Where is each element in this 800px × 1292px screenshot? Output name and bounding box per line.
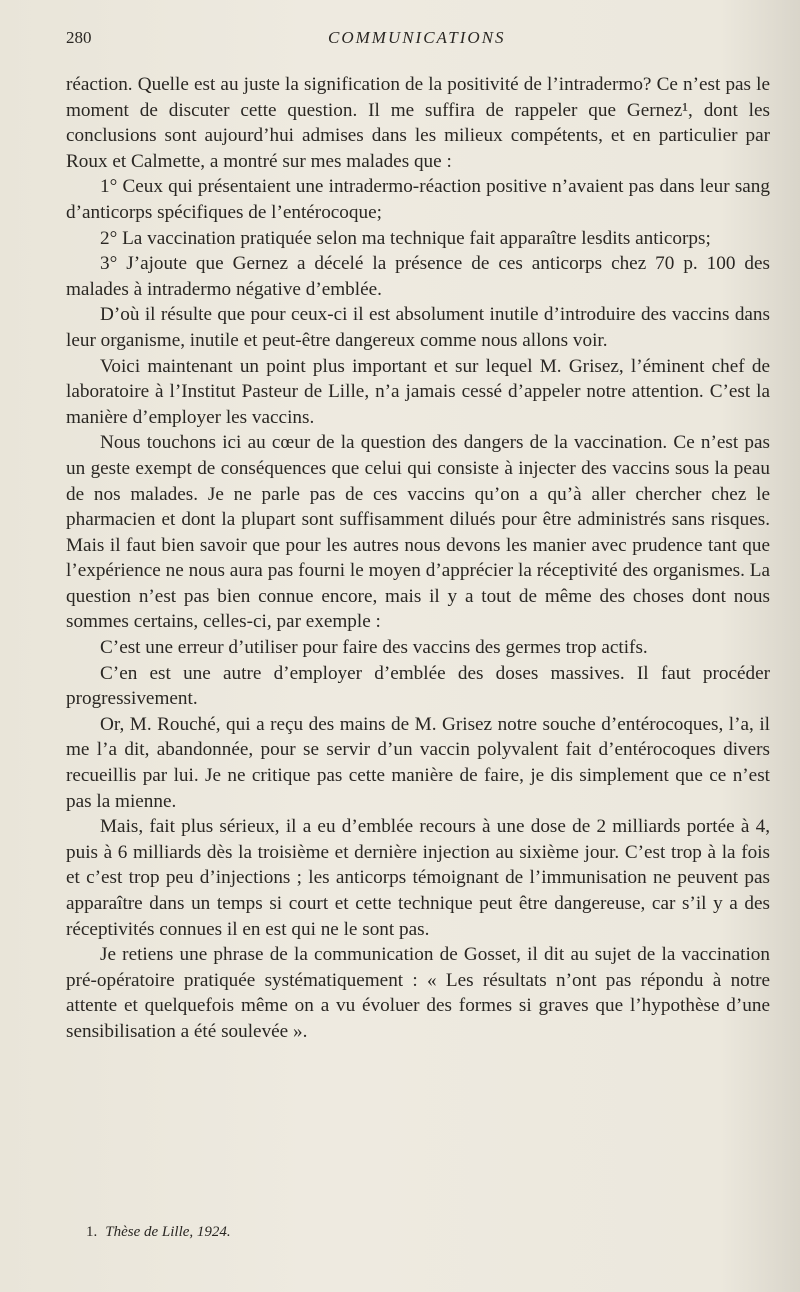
page-number: 280 <box>66 28 92 47</box>
paragraph: C’en est une autre d’employer d’emblée des doses massives. Il faut procéder progressivement. <box>66 662 770 710</box>
paragraph: D’où il résulte que pour ceux-ci il est absolument inutile d’introduire des vaccins dans leur organisme, inutile et peut-être dangereux comme nous allons voir. <box>66 304 770 351</box>
footnote <box>86 1224 686 1241</box>
running-title: COMMUNICATIONS <box>328 28 506 47</box>
paragraph: 1° Ceux qui présentaient une intradermo-réaction positive n’avaient pas dans leur sang d’anticorps spécifiques de l’entérocoque; <box>66 176 770 223</box>
paragraph: Nous touchons ici au cœur de la question des dangers de la vaccination. Ce n’est pas un geste exempt de conséquences que celui qui consiste à injecter des vaccins sous la peau de nos malades. Je ne parle pas de ces vaccins qu’on a qu’à aller chercher chez le pharmacien et dont la plupart sont suffisamment dilués pour être administrés sans risques. Mais il faut bien savoir que pour les autres nous devons les manier avec prudence tant que l’expérience ne nous aura pas fourni le moyen d’apprécier la réceptivité des organismes. La question n’est pas bien connue encore, mais il y a tout de même des choses dont nous sommes certains, celles-ci, par exemple : <box>66 432 770 633</box>
paragraph: C’est une erreur d’utiliser pour faire des vaccins des germes trop actifs. <box>100 637 648 659</box>
footnote-number: 1. <box>86 1224 98 1240</box>
paragraph: Mais, fait plus sérieux, il a eu d’emblée recours à une dose de 2 milliards portée à 4, puis à 6 milliards dès la troisième et dernière injection au sixième jour. C’est trop à la fois et c’est trop peu d’injections ; les anticorps témoignant de l’immunisation ne peuvent pas apparaître dans un temps si court et cette technique peut être dangereuse, car s’il y a des réceptivités connues il en est qui ne le sont pas. <box>66 816 770 940</box>
paragraph: réaction. Quelle est au juste la signification de la positivité de l’intradermo? Ce n’est pas le moment de discuter cette question. Il me suffira de rappeler que Gernez¹, dont les conclusions sont aujourd’hui admises dans les milieux compétents, et en particulier par Roux et Calmette, a montré sur mes malades que : <box>66 74 770 172</box>
footnote-text: Thèse de Lille, 1924. <box>105 1224 231 1240</box>
paragraph: Voici maintenant un point plus important et sur lequel M. Grisez, l’éminent chef de laboratoire à l’Institut Pasteur de Lille, n’a jamais cessé d’appeler notre attention. C’est la manière d’employer les vaccins. <box>66 355 770 428</box>
paragraph: Or, M. Rouché, qui a reçu des mains de M. Grisez notre souche d’entérocoques, l’a, il me l’a dit, abandonnée, pour se servir d’un vaccin polyvalent fait d’entérocoques divers recueillis par lui. Je ne critique pas cette manière de faire, je dis simplement que ce n’est pas la mienne. <box>66 713 770 812</box>
page-header <box>66 28 770 54</box>
paragraph: 2° La vaccination pratiquée selon ma technique fait apparaître lesdits anticorps; <box>100 227 711 249</box>
paragraph: 3° J’ajoute que Gernez a décelé la présence de ces anticorps chez 70 p. 100 des malades à intradermo négative d’emblée. <box>66 253 770 300</box>
paragraph: Je retiens une phrase de la communication de Gosset, il dit au sujet de la vaccination pré-opératoire pratiquée systématiquement : « Les résultats n’ont pas répondu à notre attente et quelquefois même on a vu évoluer des formes si graves que l’hypothèse d’une sensibilisation a été soulevée ». <box>66 944 770 1042</box>
body-text <box>66 72 770 1045</box>
